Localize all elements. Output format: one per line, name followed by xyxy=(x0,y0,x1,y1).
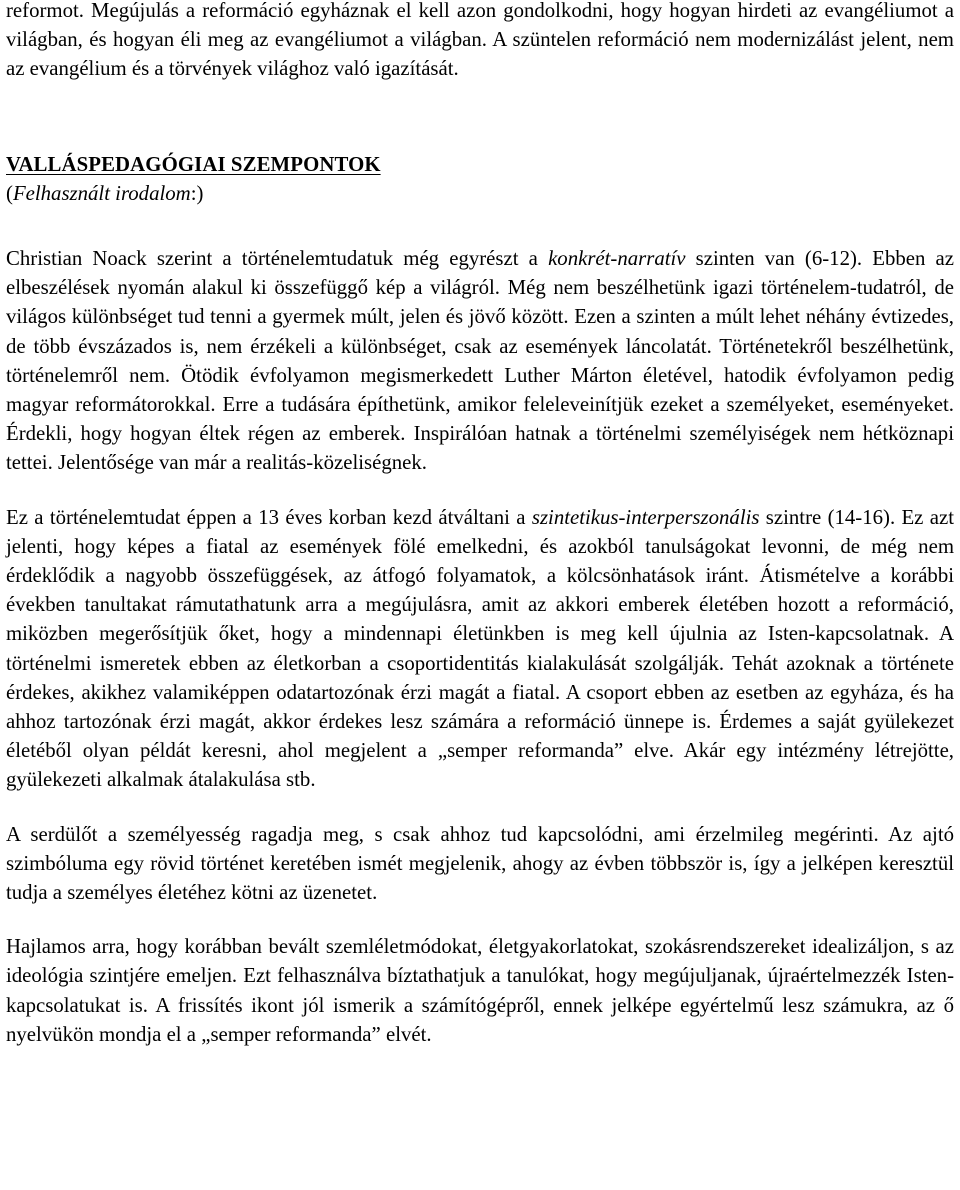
subheading-open: ( xyxy=(6,181,13,205)
subheading-close: :) xyxy=(190,181,204,205)
paragraph-1 xyxy=(6,244,954,478)
paragraph-2-emphasis: szintetikus-interperszonális xyxy=(531,505,760,529)
paragraph-4: Hajlamos arra, hogy korábban bevált szemléletmódokat, életgyakorlatokat, szokásrendszereket idealizáljon, s az ideológia szintjére emeljen. Ezt felhasználva bíztathatjuk a tanulókat, hogy megújuljanak, újraértelmezzék Isten-kapcsolatukat is. A frissítés ikont jól ismerik a számítógépről, ennek jelképe egyértelmű lesz számukra, az ő nyelvükön mondja el a „semper reformanda” elvét. xyxy=(6,935,954,1046)
paragraph-2-lead: Ez a történelemtudat éppen a 13 éves korban kezd átváltani a xyxy=(6,505,532,529)
paragraph-2-body: szintre (14-16). Ez azt jelenti, hogy képes a fiatal az események fölé emelkedni, és azokból tanulságokat levonni, de még nem érdeklődik a nagyobb összefüggések, az átfogó folyamatok, a kölcsönhatások iránt. Átismételve a korábbi években tanultakat rámutathatunk arra a megújulásra, amit az akkori emberek életében hozott a reformáció, miközben megerősítjük őket, hogy a mindennapi életünkben is meg kell újulnia az Isten-kapcsolatnak. A történelmi ismeretek ebben az életkorban a csoportidentitás kialakulását szolgálják. Tehát azoknak a története érdekes, akikhez valamiképpen odatartozónak érzi magát a fiatal. A csoport ebben az esetben az egyháza, és ha ahhoz tartozónak érzi magát, akkor érdekes lesz számára a reformáció ünnepe is. Érdemes a saját gyülekezet életéből olyan példát keresni, ahol megjelent a „semper reformanda” elve. Akár egy intézmény létrejötte, gyülekezeti alkalmak átalakulása stb. xyxy=(6,505,954,792)
paragraph-1-emphasis: konkrét-narratív xyxy=(548,247,686,271)
paragraph-1-body: szinten van (6-12). Ebben az elbeszélések nyomán alakul ki összefüggő kép a világról. Még nem beszélhetünk igazi történelem-tudatról, de világos különbséget tud tenni a gyermek múlt, jelen és jövő között. Ezen a szinten a múlt lehet néhány évtizedes, de több évszázados is, nem érzékeli a különbséget, csak az események láncolatát. Történetekről beszélhetünk, történelemről nem. Ötödik évfolyamon megismerkedett Luther Márton életével, hatodik évfolyamon pedig magyar reformátorokkal. Erre a tudására építhetünk, amikor feleleveinítjük ezeket a személyeket, eseményeket. Érdekli, hogy hogyan éltek régen az emberek. Inspirálóan hatnak a történelmi személyiségek nem hétköznapi tettei. Jelentősége van már a realitás-közeliségnek. xyxy=(6,247,954,475)
subheading-italic: Felhasznált irodalom xyxy=(12,181,191,205)
intro-paragraph: reformot. Megújulás a reformáció egyháznak el kell azon gondolkodni, hogy hogyan hirdeti az evangéliumot a világban, és hogyan éli meg az evangéliumot a világban. A szüntelen reformáció nem modernizálást jelent, nem az evangélium és a törvények világhoz való igazítását. xyxy=(6,0,954,81)
paragraph-1-lead: Christian Noack szerint a történelemtudatuk még egyrészt a xyxy=(6,247,549,271)
section-heading: VALLÁSPEDAGÓGIAI SZEMPONTOK xyxy=(6,152,381,176)
section-subheading xyxy=(6,179,954,208)
paragraph-3: A serdülőt a személyesség ragadja meg, s csak ahhoz tud kapcsolódni, ami érzelmileg megérinti. Az ajtó szimbóluma egy rövid történet keretében ismét megjelenik, ahogy az évben többször is, így a jelképen keresztül tudja a személyes életéhez kötni az üzenetet. xyxy=(6,822,954,905)
paragraph-2 xyxy=(6,503,954,795)
